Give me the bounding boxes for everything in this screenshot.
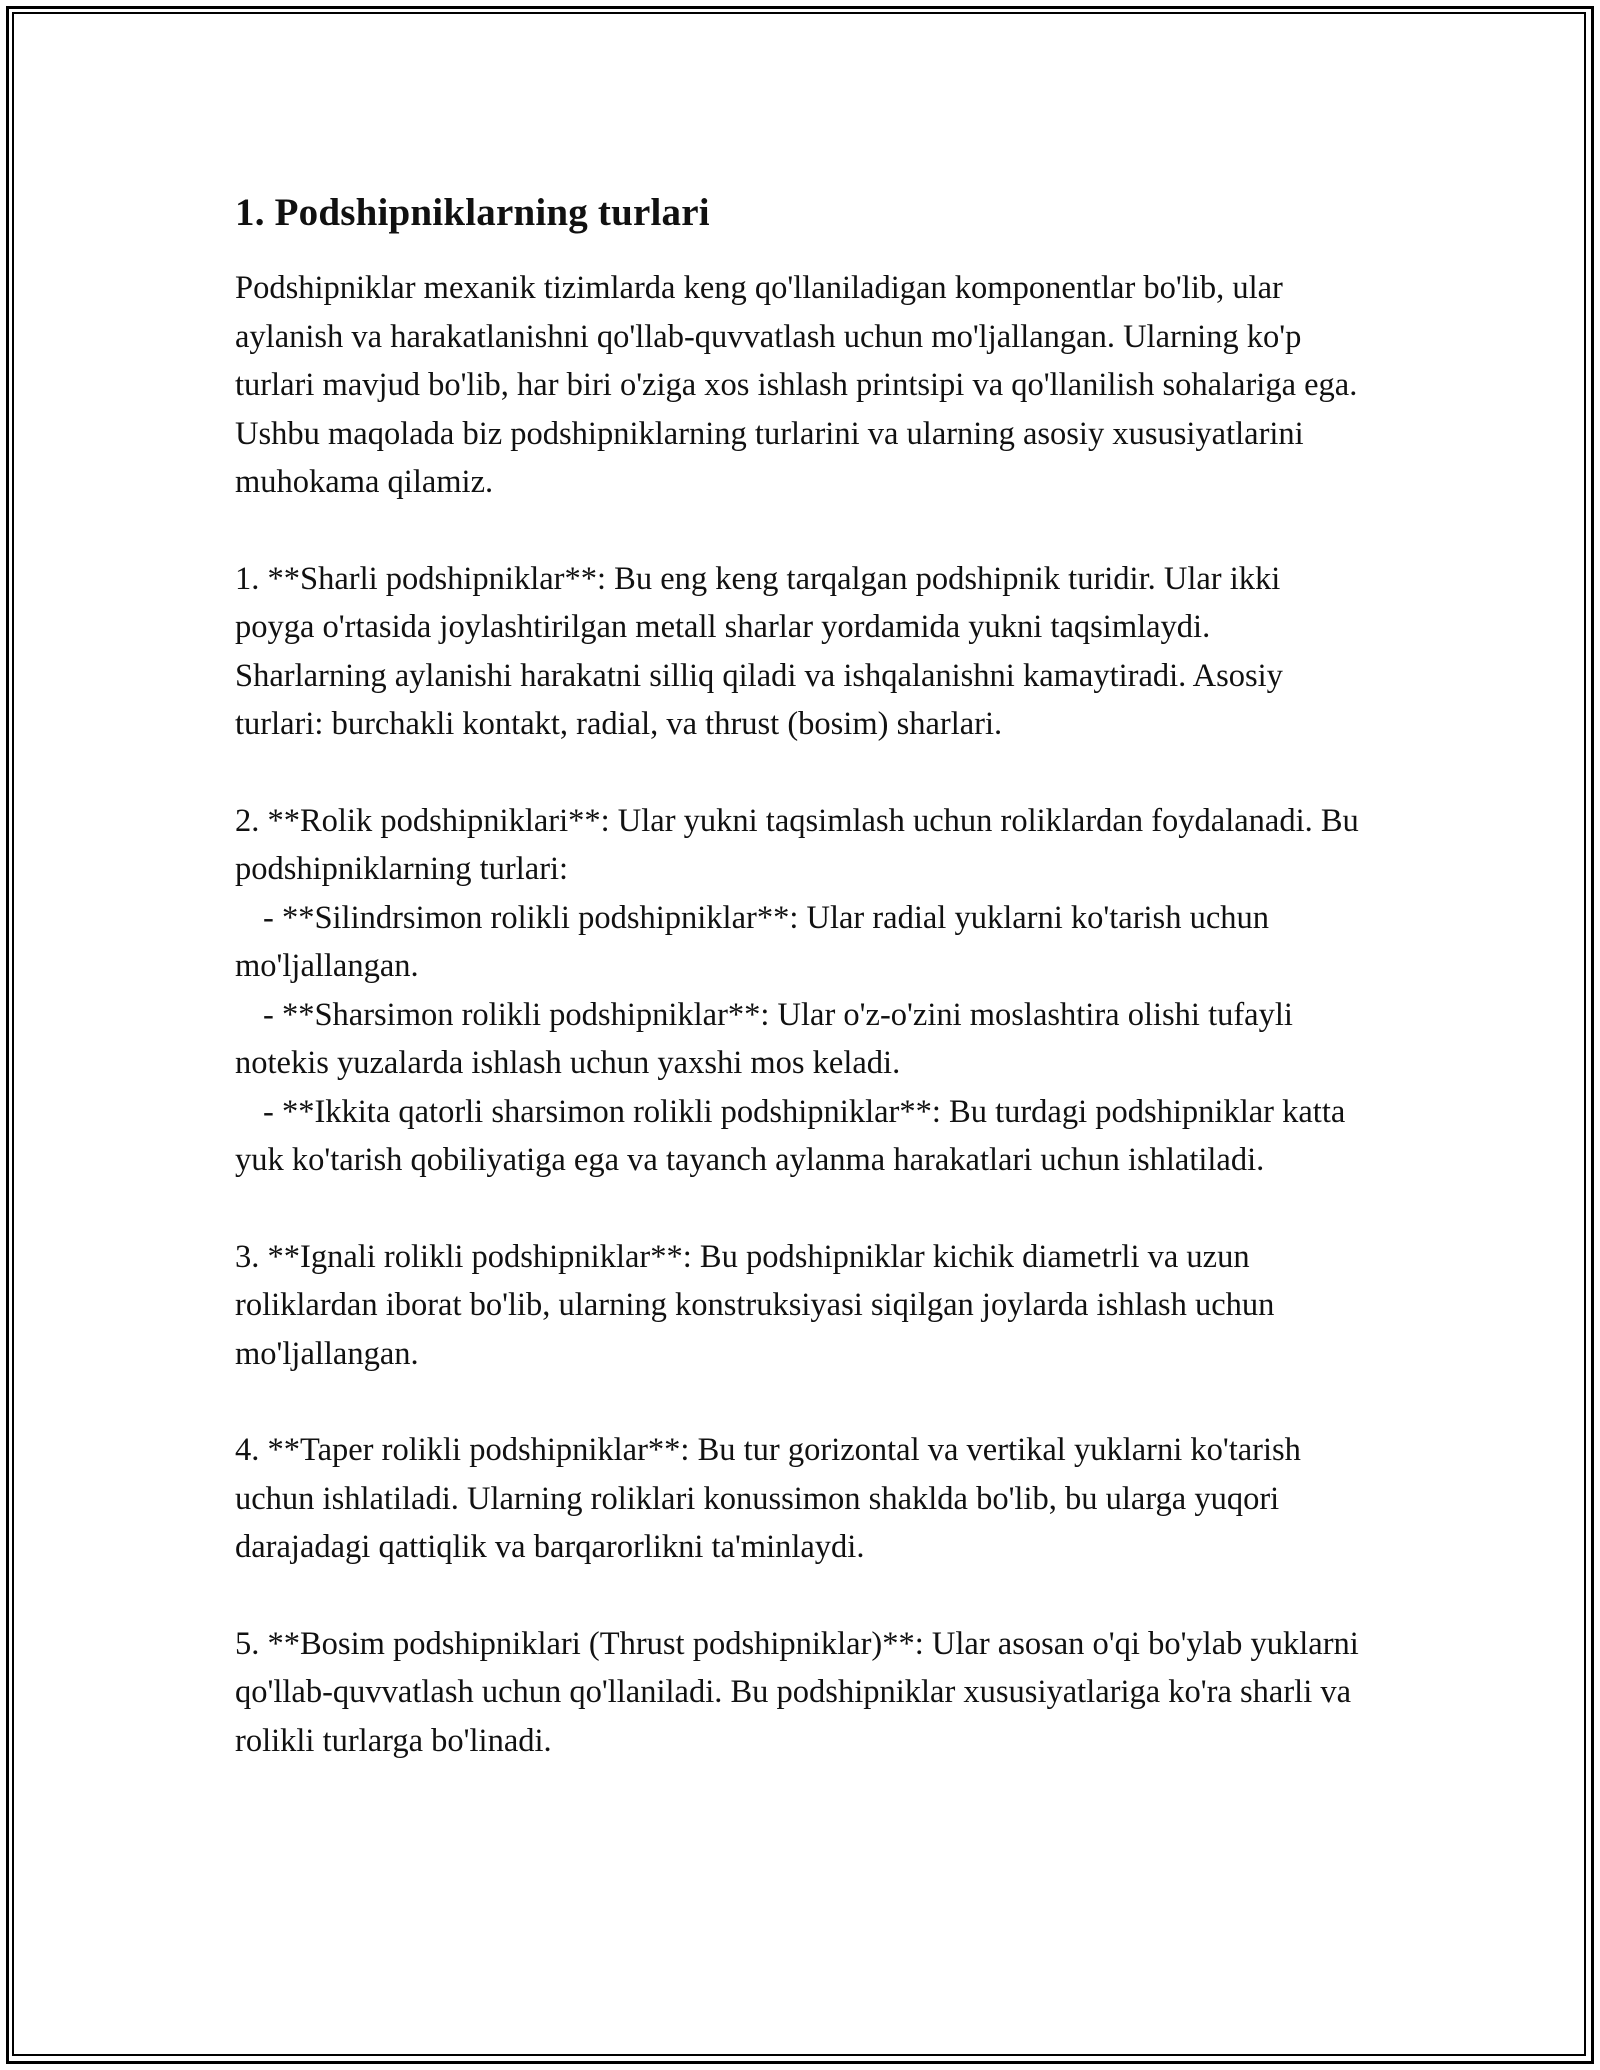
item-roller-bearings <box>235 797 1365 1185</box>
document-body <box>235 185 1365 1765</box>
roller-subitem-cylindrical-text: - **Silindrsimon rolikli podshipniklar**: Ular radial yuklarni ko'tarish uchun mo'ljallangan. <box>235 899 1269 984</box>
roller-subitem-spherical <box>235 991 1365 1088</box>
item-ball-bearings: 1. **Sharli podshipniklar**: Bu eng keng tarqalgan podshipnik turidir. Ular ikki poyga o'rtasida joylashtirilgan metall sharlar yordamida yukni taqsimlaydi. Sharlarning aylanishi harakatni silliq qiladi va ishqalanishni kamaytiradi. Asosiy turlari: burchakli kontakt, radial, va thrust (bosim) sharlari. <box>235 560 1283 742</box>
roller-bearings-lead: 2. **Rolik podshipniklari**: Ular yukni taqsimlash uchun roliklardan foydalanadi. Bu podshipniklarning turlari: <box>235 802 1359 887</box>
item-taper-bearings: 4. **Taper rolikli podshipniklar**: Bu tur gorizontal va vertikal yuklarni ko'tarish uchun ishlatiladi. Ularning roliklari konussimon shaklda bo'lib, bu ularga yuqori darajadagi qattiqlik va barqarorlikni ta'minlaydi. <box>235 1432 1301 1565</box>
intro-paragraph: Podshipniklar mexanik tizimlarda keng qo'llaniladigan komponentlar bo'lib, ular aylanish va harakatlanishni qo'llab-quvvatlash uchun mo'ljallangan. Ularning ko'p turlari mavjud bo'lib, har biri o'ziga xos ishlash printsipi va qo'llanilish sohalariga ega. Ushbu maqolada biz podshipniklarning turlarini va ularning asosiy xususiyatlarini muhokama qilamiz. <box>235 270 1358 500</box>
item-needle-bearings: 3. **Ignali rolikli podshipniklar**: Bu podshipniklar kichik diametrli va uzun roliklardan iborat bo'lib, ularning konstruksiyasi siqilgan joylarda ishlash uchun mo'ljallangan. <box>235 1238 1275 1372</box>
roller-subitem-cylindrical <box>235 894 1365 991</box>
roller-subitem-spherical-text: - **Sharsimon rolikli podshipniklar**: Ular o'z-o'zini moslashtira olishi tufayli notekis yuzalarda ishlash uchun yaxshi mos keladi. <box>235 996 1293 1081</box>
document-title: 1. Podshipniklarning turlari <box>235 191 710 234</box>
item-thrust-bearings: 5. **Bosim podshipniklari (Thrust podshipniklar)**: Ular asosan o'qi bo'ylab yuklarni qo'llab-quvvatlash uchun qo'llaniladi. Bu podshipniklar xususiyatlariga ko'ra sharli va rolikli turlarga bo'linadi. <box>235 1625 1359 1759</box>
roller-subitem-double-row-text: - **Ikkita qatorli sharsimon rolikli podshipniklar**: Bu turdagi podshipniklar katta yuk ko'tarish qobiliyatiga ega va tayanch aylanma harakatlari uchun ishlatiladi. <box>235 1093 1346 1178</box>
roller-subitem-double-row <box>235 1088 1365 1185</box>
